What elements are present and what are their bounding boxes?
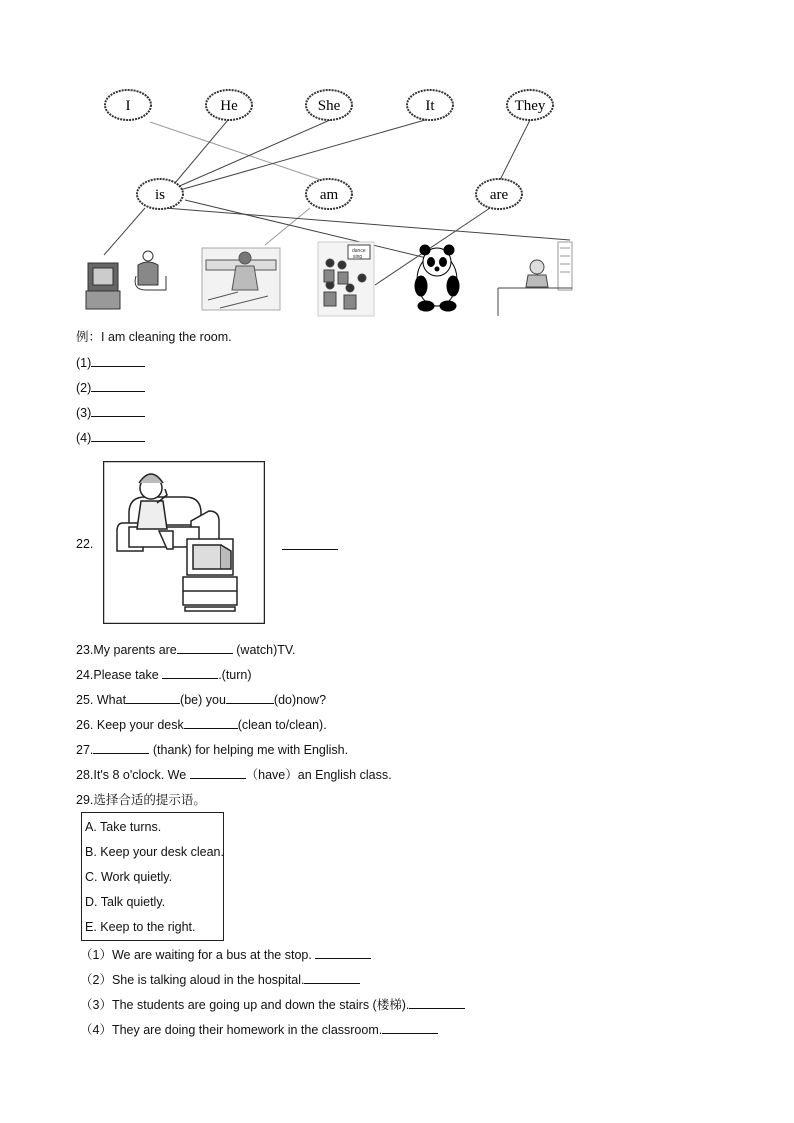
question-28: 28.It's 8 o'clock. We （have）an English class. [76,768,392,782]
svg-text:sing: sing [353,254,363,260]
answer-blank[interactable] [304,971,360,984]
example-sentence: 例：I am cleaning the room. [76,330,232,344]
question-23: 23.My parents are (watch)TV. [76,643,296,657]
question-27: 27. (thank) for helping me with English. [76,743,349,757]
q29-options-box [81,812,224,941]
verb-ovals [137,179,522,209]
answer-blank[interactable] [93,741,149,754]
option-b: B. Keep your desk clean. [85,845,224,859]
answer-blank[interactable] [226,691,274,704]
answer-blank[interactable] [382,1021,438,1034]
matching-item-1: (1) [76,354,145,371]
option-e: E. Keep to the right. [85,920,196,934]
pronoun-he: He [220,98,238,114]
panda-picture [415,245,459,311]
question-26: 26. Keep your desk (clean to/clean). [76,718,327,732]
pronoun-she: She [317,98,341,114]
answer-blank[interactable] [190,766,246,779]
question-24: 24.Please take .(turn) [76,668,252,682]
verb-is: is [154,187,166,203]
boy-watching-tv-picture [86,251,166,309]
matching-item-2: (2) [76,379,145,396]
answer-blank[interactable] [184,716,238,729]
q22-number: 22. [76,537,94,551]
q22-picture [103,461,265,624]
svg-text:dance: dance [352,248,366,254]
option-a: A. Take turns. [85,820,162,834]
option-c: C. Work quietly. [85,870,173,884]
answer-blank[interactable] [91,379,145,392]
matching-diagram [80,80,580,320]
question-25: 25. What (be) you (do)now? [76,693,327,707]
answer-blank[interactable] [91,429,145,442]
matching-item-4: (4) [76,429,145,446]
q29-item-2: （2）She is talking aloud in the hospital. [80,971,360,988]
pronoun-ovals [105,90,553,120]
answer-blank[interactable] [409,996,465,1009]
verb-am: am [319,187,339,203]
matching-item-3: (3) [76,404,145,421]
pronoun-it: It [425,98,435,114]
answer-blank[interactable] [315,946,371,959]
pronoun-they: They [514,98,546,114]
q29-item-3: （3）The students are going up and down the stairs (楼梯). [80,996,465,1013]
answer-blank[interactable] [91,404,145,417]
answer-blank[interactable] [126,691,180,704]
answer-blank[interactable] [162,666,218,679]
q29-title: 29.选择合适的提示语。 [76,793,206,807]
answer-blank[interactable] [91,354,145,367]
answer-blank[interactable] [177,641,233,654]
q29-item-1: （1）We are waiting for a bus at the stop. [80,946,371,963]
q22-answer-blank[interactable] [282,537,338,550]
option-d: D. Talk quietly. [85,895,166,909]
students-dancing-picture [318,242,374,316]
verb-are: are [489,187,509,203]
girl-cleaning-picture [202,248,280,310]
q29-item-4: （4）They are doing their homework in the classroom. [80,1021,438,1038]
girl-reading-picture [498,242,572,316]
pronoun-i: I [125,98,131,114]
